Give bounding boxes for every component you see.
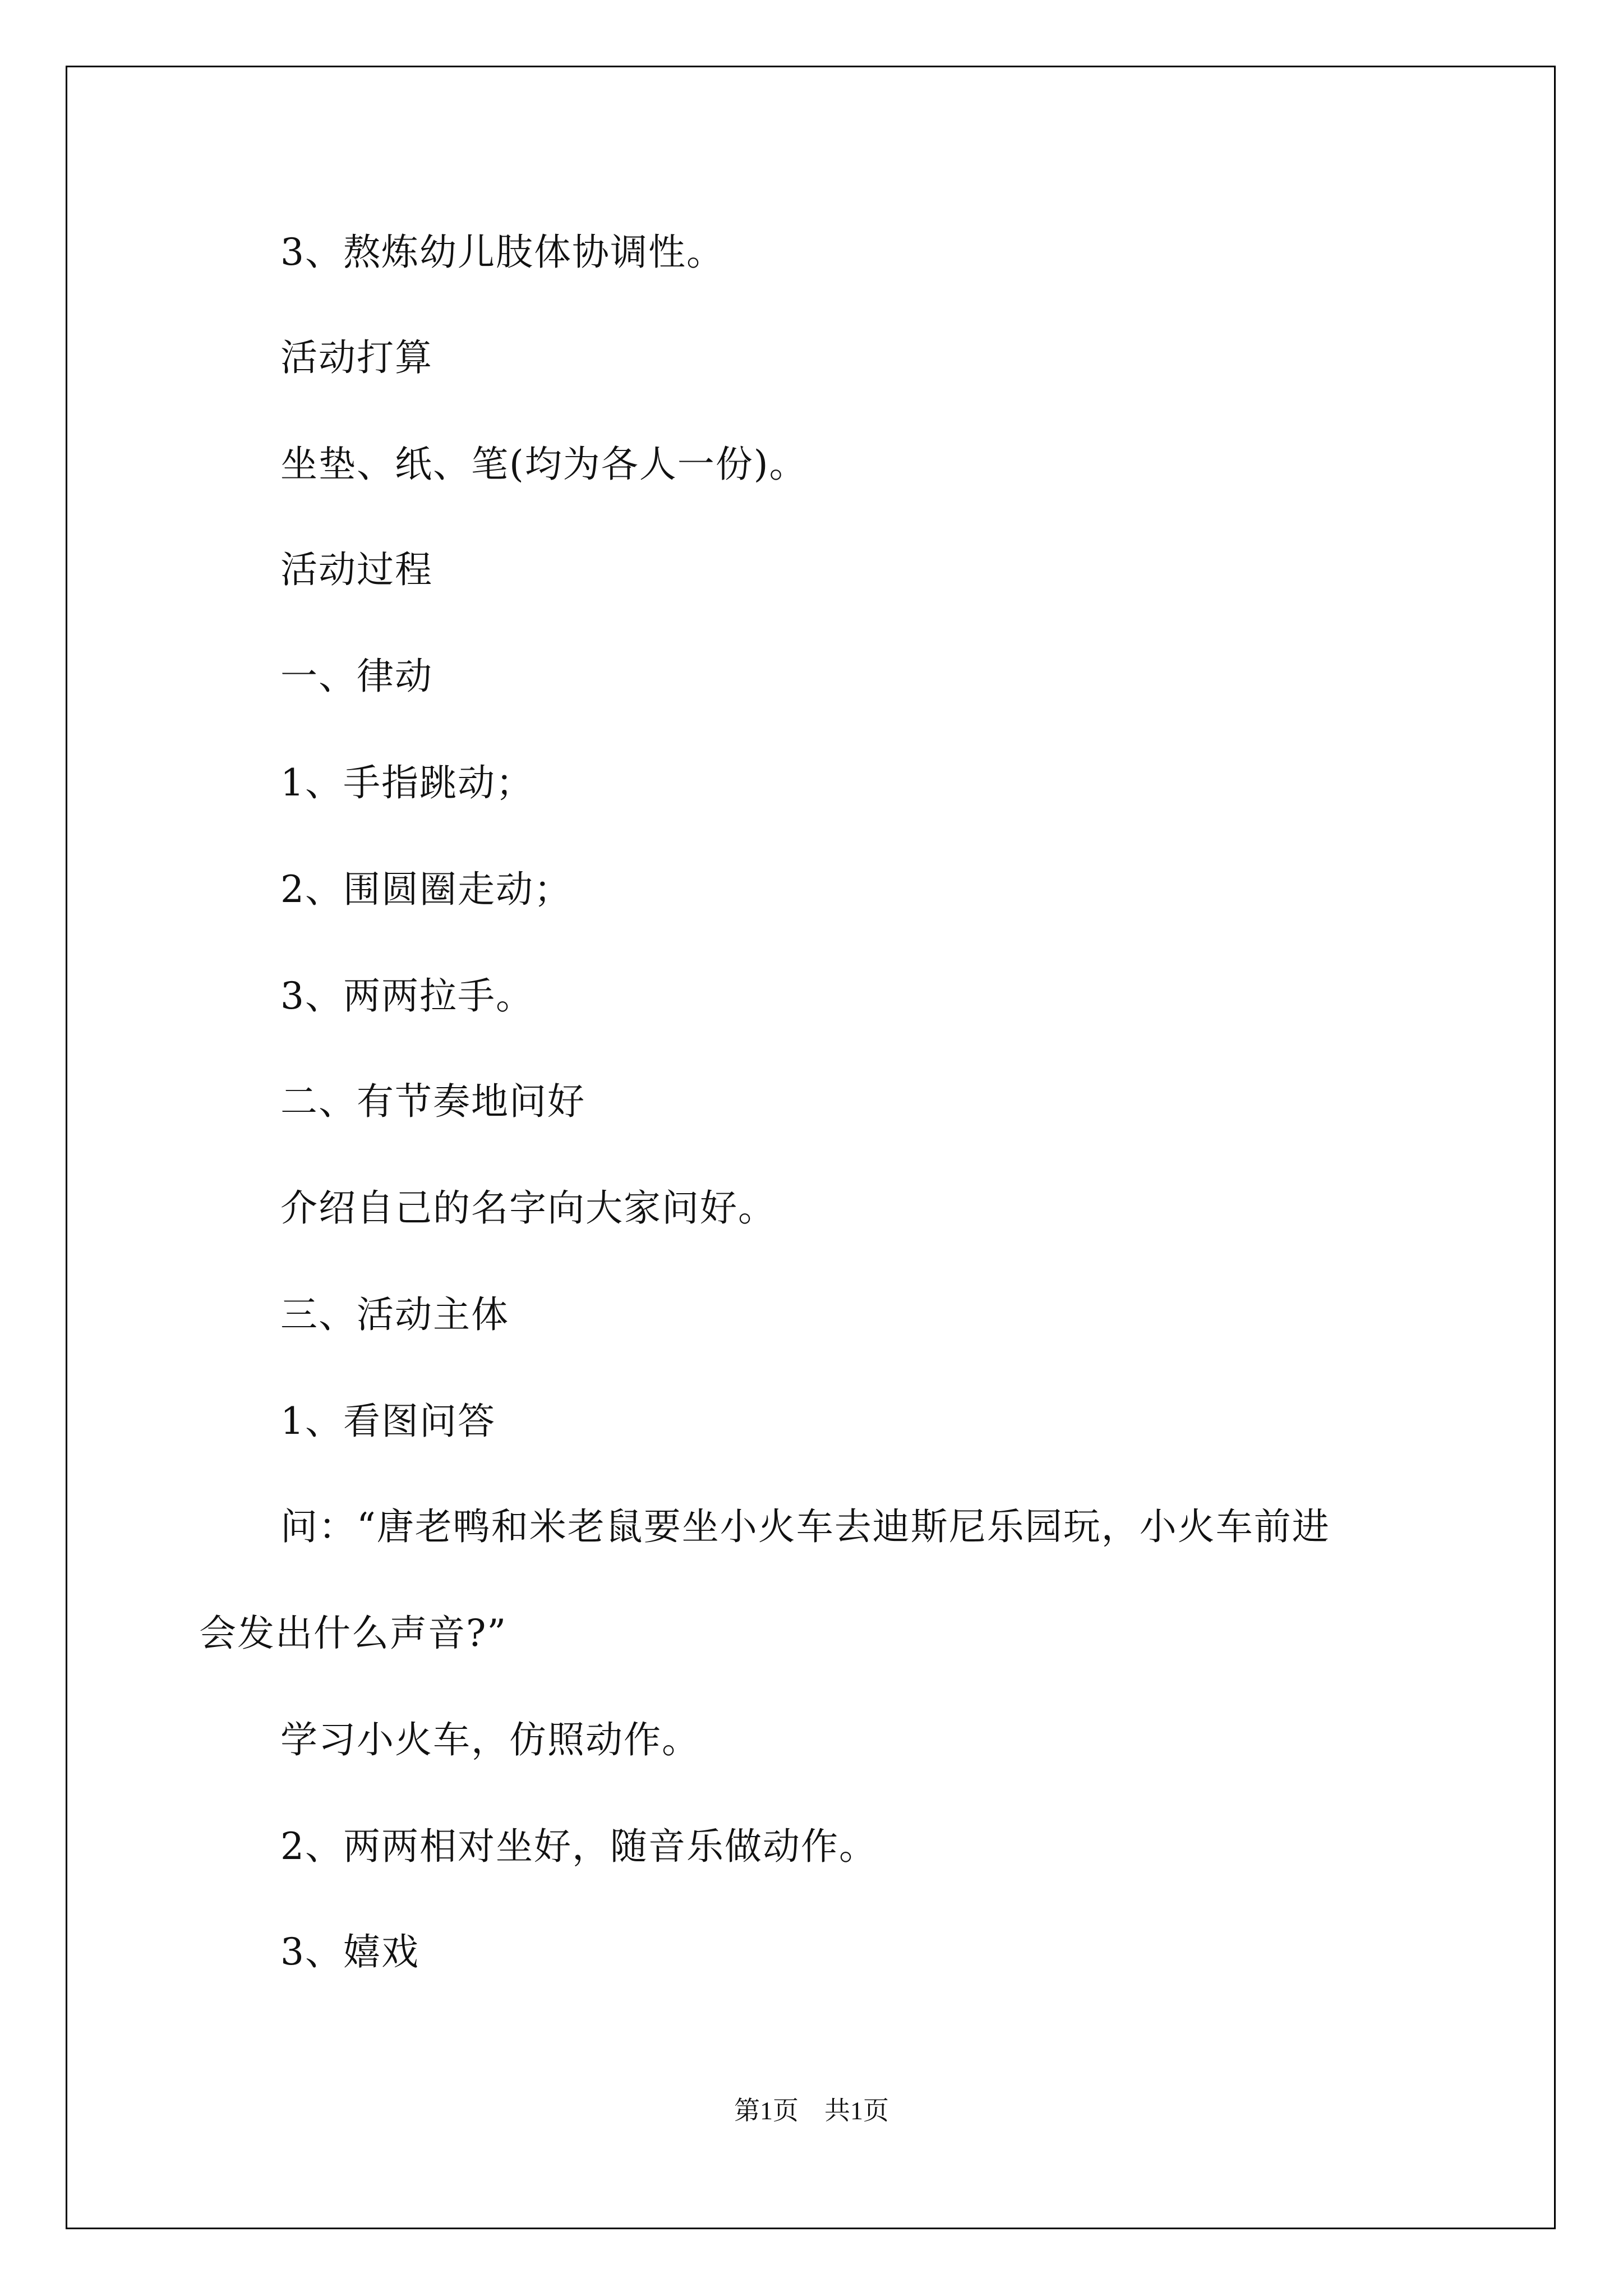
text-line: 2、两两相对坐好，随音乐做动作。: [280, 1825, 877, 1868]
text-line: 3、熬炼幼儿肢体协调性。: [280, 231, 725, 274]
text-line: 3、嬉戏: [280, 1930, 419, 1973]
section-heading: 一、律动: [280, 655, 433, 698]
section-heading: 三、活动主体: [280, 1293, 509, 1336]
text-line: 2、围圆圈走动；: [280, 868, 572, 911]
text-line: 坐垫、纸、笔(均为各人一份)。: [280, 443, 808, 486]
text-line: 介绍自己的名字向大家问好。: [280, 1186, 776, 1230]
page-border: [66, 66, 1556, 2229]
text-line: 问：“唐老鸭和米老鼠要坐小火车去迪斯尼乐园玩，小火车前进: [280, 1505, 1330, 1548]
section-heading: 活动打算: [280, 336, 433, 379]
section-heading: 活动过程: [280, 548, 433, 591]
text-line: 1、手指跳动；: [280, 761, 534, 804]
text-line: 1、看图问答: [280, 1400, 496, 1443]
section-heading: 二、有节奏地问好: [280, 1080, 585, 1123]
text-line: 学习小火车，仿照动作。: [280, 1718, 700, 1761]
text-line-continuation: 会发出什么声音?”: [199, 1612, 508, 1655]
page-footer: 第1页 共1页: [734, 2096, 889, 2125]
text-line: 3、两两拉手。: [280, 974, 534, 1018]
